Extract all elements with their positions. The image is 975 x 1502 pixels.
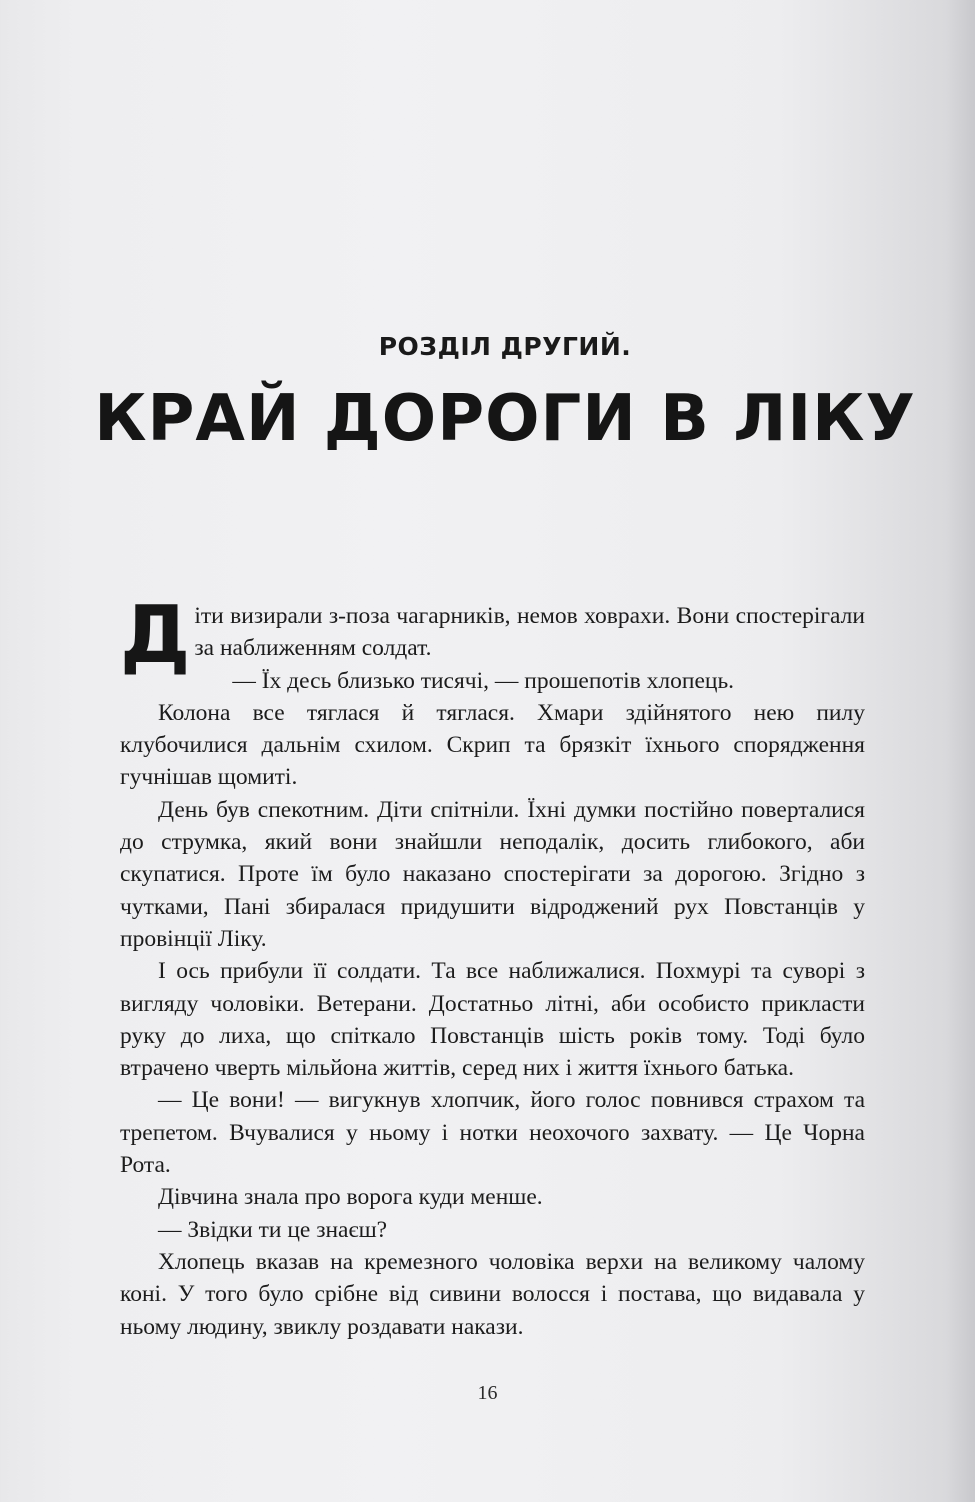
page-number: 16 [477, 1382, 498, 1404]
paragraph-5: І ось прибули її солдати. Та все наближалися. Похмурі та суворі з вигляду чоловіки. Ветерани. Достатньо літні, аби особисто прикласти руку до лиха, що спіткало Повстанців шість років тому. Тоді було втрачено чверть мільйона життів, серед них і життя їхнього батька. [120, 958, 865, 1082]
paragraph-1-text: іти визирали з-поза чагарників, немов ховрахи. Вони спостерігали за наближенням солдат. [194, 603, 865, 662]
drop-cap: Д [120, 589, 191, 681]
paragraph-6: — Це вони! — вигукнув хлопчик, його голос повнився страхом та трепетом. Вчувалися у ньому і нотки неохочого захвату. — Це Чорна Рота. [120, 1087, 865, 1179]
body-text [120, 589, 865, 1343]
chapter-title: КРАЙ ДОРОГИ В ЛІКУ [94, 382, 916, 456]
paragraph-8: — Звідки ти це знаєш? [158, 1216, 388, 1243]
paragraph-7: Дівчина знала про ворога куди менше. [158, 1184, 543, 1211]
paragraph-3: Колона все тяглася й тяглася. Хмари здійнятого нею пилу клубочилися дальнім схилом. Скрип та брязкіт їхнього спорядження гучнішав щомиті. [120, 699, 865, 791]
paragraph-9: Хлопець вказав на кремезного чоловіка верхи на великому чалому коні. У того було срібне від сивини волосся і постава, що видавала у ньому людину, звиклу роздавати накази. [120, 1248, 865, 1340]
paragraph-2: — Їх десь близько тисячі, — прошепотів хлопець. [232, 667, 735, 694]
paragraph-4: День був спекотним. Діти спітніли. Їхні думки постійно поверталися до струмка, який вони знайшли неподалік, досить глибокого, аби скупатися. Проте їм було наказано спостерігати за дорогою. Згідно з чутками, Пані збиралася придушити відроджений рух Повстанців у провінції Ліку. [120, 796, 865, 952]
chapter-label: РОЗДІЛ ДРУГИЙ. [378, 332, 632, 361]
